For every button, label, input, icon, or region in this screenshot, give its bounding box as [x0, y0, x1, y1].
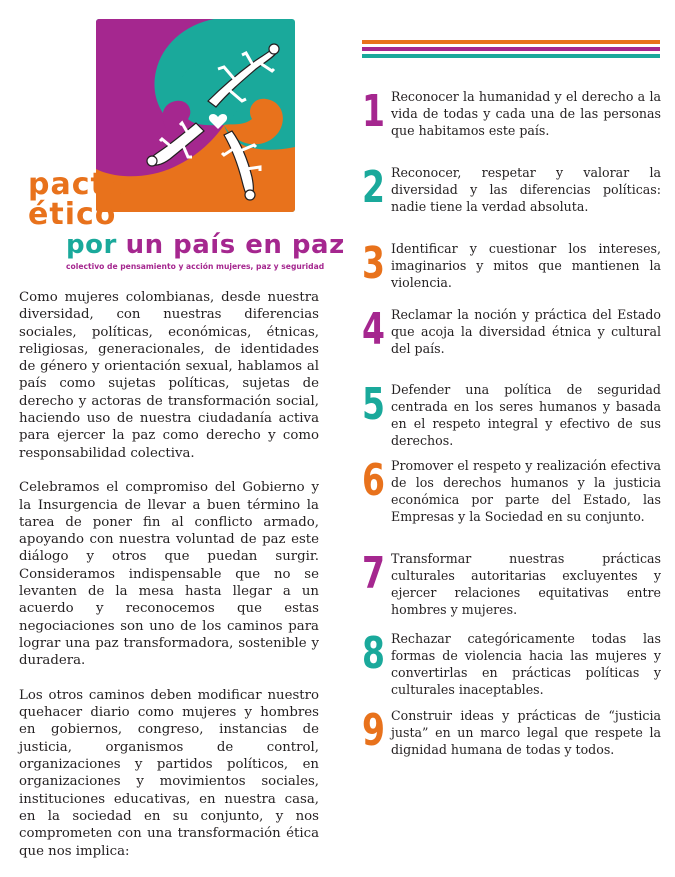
principle-8	[360, 628, 662, 697]
principle-number: 7	[362, 548, 385, 599]
principle-text: Identificar y cuestionar los intereses, imaginarios y mitos que mantienen la violencia.	[391, 241, 661, 290]
principle-text: Defender una política de seguridad centrada en los seres humanos y basada en el respeto integral y efectivo de sus derechos.	[391, 382, 661, 448]
principle-3	[360, 240, 662, 300]
principle-text: Transformar nuestras prácticas culturales autoritarias excluyentes y ejercer relaciones equitativas entre hombres y mujeres.	[391, 551, 661, 617]
logo-word-pacto: pacto	[28, 167, 128, 202]
principle-text: Rechazar categóricamente todas las formas de violencia hacia las mujeres y convertirlas en prácticas políticas y culturales inaceptables.	[391, 631, 661, 697]
stripe-teal	[362, 54, 660, 58]
principle-4	[360, 306, 662, 366]
intro-paragraph-3: Los otros caminos deben modificar nuestro quehacer diario como mujeres y hombres en gobiernos, congreso, instancias de justicia, organismos de control, organizaciones y partidos políticos, en organizaciones y movimientos sociales, instituciones educativas, en nuestra casa, en la sociedad en su conjunto, y nos comprometen con una transformación ética que nos implica:	[19, 687, 319, 859]
stripe-orange	[362, 40, 660, 44]
principle-text: Construir ideas y prácticas de “justicia justa” en un marco legal que respete la dignidad humana de todas y todos.	[391, 708, 661, 757]
logo-subtitle: colectivo de pensamiento y acción mujeres, paz y seguridad	[66, 262, 325, 271]
principle-number: 8	[362, 628, 385, 679]
principle-text: Reclamar la noción y práctica del Estado que acoja la diversidad étnica y cultural del país.	[391, 307, 661, 356]
principle-number: 6	[362, 455, 385, 506]
logo-word-etico: ético	[28, 197, 117, 232]
principle-1	[360, 88, 662, 148]
principle-5	[360, 379, 662, 448]
principle-number: 2	[362, 162, 385, 213]
intro-paragraph-1: Como mujeres colombianas, desde nuestra diversidad, con nuestras diferencias sociales, políticas, económicas, étnicas, religiosas, generacionales, de identidades de género y orientación sexual, hablamos al país como sujetas políticas, sujetas de derecho y actoras de transformación social, haciendo uso de nuestra ciudadanía activa para ejercer la paz como derecho y como responsabilidad colectiva.	[19, 290, 319, 461]
principle-6	[360, 455, 662, 524]
logo-tagline-por: por	[66, 230, 117, 260]
principle-2	[360, 164, 662, 224]
principle-text: Reconocer la humanidad y el derecho a la vida de todas y cada una de las personas que habitamos este país.	[391, 89, 661, 138]
intro-text	[19, 289, 319, 877]
principle-text: Promover el respeto y realización efectiva de los derechos humanos y la justicia económica por parte del Estado, las Empresas y la Sociedad en su conjunto.	[391, 458, 661, 524]
logo-tagline-pais: un país en paz	[125, 230, 345, 260]
principle-number: 4	[362, 304, 385, 355]
principle-number: 3	[362, 238, 385, 289]
principle-number: 9	[362, 705, 385, 756]
principle-text: Reconocer, respetar y valorar la diversidad y las diferencias políticas: nadie tiene la verdad absoluta.	[391, 165, 661, 214]
stripe-magenta	[362, 47, 660, 51]
principle-number: 5	[362, 379, 385, 430]
logo-tagline	[66, 231, 345, 259]
principle-7	[360, 548, 662, 617]
intro-paragraph-2: Celebramos el compromiso del Gobierno y la Insurgencia de llevar a buen término la tarea de poner fin al conflicto armado, apoyando con nuestra voluntad de paz este diálogo y otros que puedan surgir. Consideramos indispensable que no se levanten de la mesa hasta llegar a un acuerdo y reconocemos que estas negociaciones son uno de los caminos para lograr una paz transformadora, sostenible y duradera.	[19, 480, 319, 669]
decorative-stripes	[362, 40, 660, 61]
principle-9	[360, 707, 662, 767]
principle-number: 1	[362, 86, 385, 137]
